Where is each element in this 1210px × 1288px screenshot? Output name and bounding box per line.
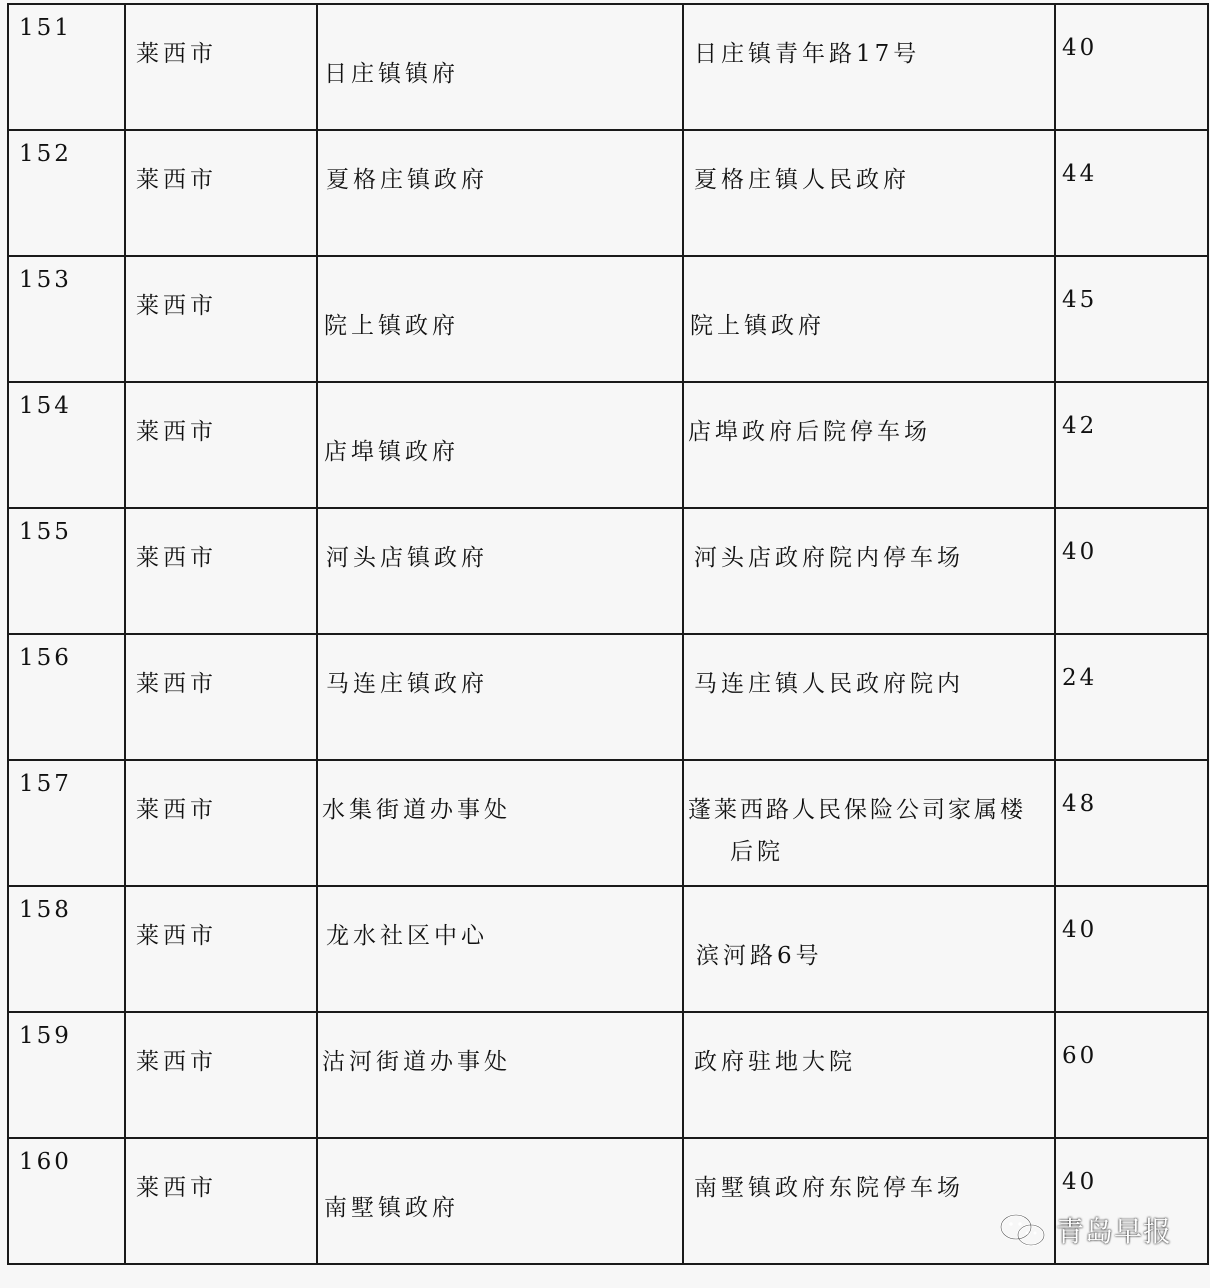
city-cell: 莱西市	[125, 1138, 317, 1264]
unit-cell: 南墅镇政府	[317, 1138, 683, 1264]
address-cell: 马连庄镇人民政府院内	[683, 634, 1055, 760]
city-cell: 莱西市	[125, 886, 317, 1012]
address-cell: 河头店政府院内停车场	[683, 508, 1055, 634]
watermark	[998, 1210, 1172, 1250]
row-number-cell: 152	[8, 130, 125, 256]
table-row	[8, 1012, 1208, 1138]
address-cell: 店埠政府后院停车场	[683, 382, 1055, 508]
city-cell: 莱西市	[125, 256, 317, 382]
unit-cell: 院上镇政府	[317, 256, 683, 382]
city-cell: 莱西市	[125, 130, 317, 256]
row-number-cell: 151	[8, 4, 125, 130]
city-cell: 莱西市	[125, 760, 317, 886]
city-cell: 莱西市	[125, 4, 317, 130]
table-row	[8, 256, 1208, 382]
parking-table	[7, 3, 1209, 1265]
city-cell: 莱西市	[125, 1012, 317, 1138]
table-row	[8, 4, 1208, 130]
count-cell: 42	[1055, 382, 1208, 508]
address-cell: 院上镇政府	[683, 256, 1055, 382]
city-cell: 莱西市	[125, 508, 317, 634]
table-row	[8, 382, 1208, 508]
city-cell: 莱西市	[125, 382, 317, 508]
count-cell: 45	[1055, 256, 1208, 382]
count-cell: 60	[1055, 1012, 1208, 1138]
unit-cell: 夏格庄镇政府	[317, 130, 683, 256]
count-cell: 24	[1055, 634, 1208, 760]
unit-cell: 店埠镇政府	[317, 382, 683, 508]
unit-cell: 日庄镇镇府	[317, 4, 683, 130]
table-row	[8, 634, 1208, 760]
row-number-cell: 157	[8, 760, 125, 886]
unit-cell: 马连庄镇政府	[317, 634, 683, 760]
count-cell: 40	[1055, 4, 1208, 130]
address-cell: 夏格庄镇人民政府	[683, 130, 1055, 256]
table-row	[8, 760, 1208, 886]
count-cell: 40	[1055, 1138, 1208, 1264]
row-number-cell: 158	[8, 886, 125, 1012]
count-cell: 48	[1055, 760, 1208, 886]
count-cell: 44	[1055, 130, 1208, 256]
table-row	[8, 508, 1208, 634]
address-cell: 南墅镇政府东院停车场	[683, 1138, 1055, 1264]
address-cell: 滨河路6号	[683, 886, 1055, 1012]
city-cell: 莱西市	[125, 634, 317, 760]
unit-cell: 龙水社区中心	[317, 886, 683, 1012]
row-number-cell: 155	[8, 508, 125, 634]
address-cell: 政府驻地大院	[683, 1012, 1055, 1138]
table-row	[8, 130, 1208, 256]
row-number-cell: 153	[8, 256, 125, 382]
row-number-cell: 159	[8, 1012, 125, 1138]
unit-cell: 河头店镇政府	[317, 508, 683, 634]
address-cell: 蓬莱西路人民保险公司家属楼 后院	[683, 760, 1055, 886]
count-cell: 40	[1055, 508, 1208, 634]
address-cell: 日庄镇青年路17号	[683, 4, 1055, 130]
unit-cell: 水集街道办事处	[317, 760, 683, 886]
wechat-icon	[998, 1210, 1050, 1250]
row-number-cell: 154	[8, 382, 125, 508]
watermark-text: 青岛早报	[1055, 1215, 1172, 1248]
row-number-cell: 160	[8, 1138, 125, 1264]
count-cell: 40	[1055, 886, 1208, 1012]
table-row	[8, 886, 1208, 1012]
row-number-cell: 156	[8, 634, 125, 760]
unit-cell: 沽河街道办事处	[317, 1012, 683, 1138]
